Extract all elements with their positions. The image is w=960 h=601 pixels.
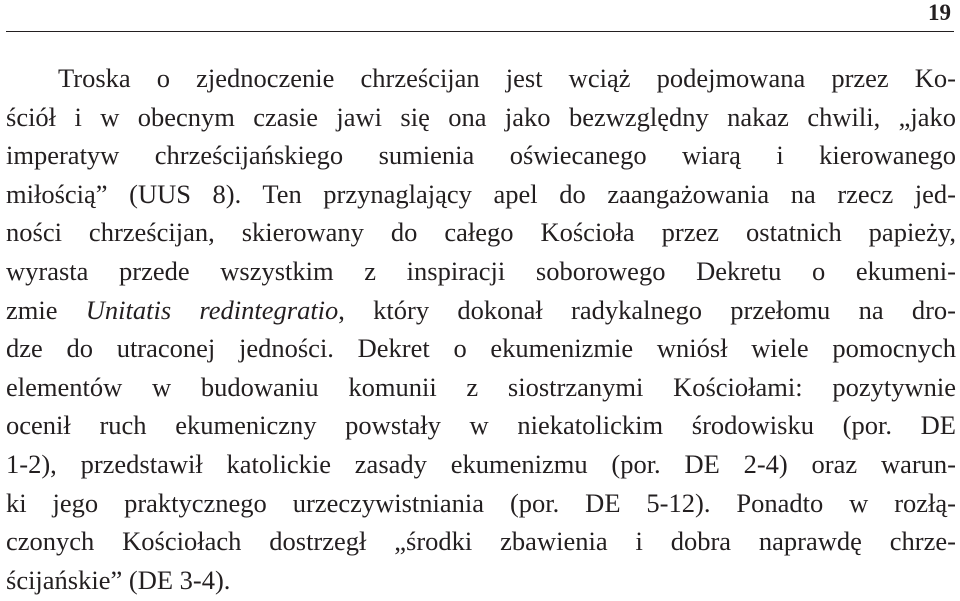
text-line: ności chrześcijan, skierowany do całego Kościoła przez ostatnich papieży, bbox=[6, 217, 956, 248]
text-fragment: zmie bbox=[6, 294, 86, 325]
header-rule bbox=[6, 31, 954, 32]
text-line: Troska o zjednoczenie chrześcijan jest wciąż podejmowana przez Ko- bbox=[58, 63, 956, 93]
text-line: ki jego praktycznego urzeczywistniania (por. DE 5-12). Ponadto w rozłą- bbox=[6, 487, 956, 518]
text-line: 1-2), przedstawił katolickie zasady ekumenizmu (por. DE 2-4) oraz warun- bbox=[6, 448, 956, 479]
text-line: czonych Kościołach dostrzegł „środki zbawienia i dobra naprawdę chrze- bbox=[6, 526, 956, 557]
text-line: elementów w budowaniu komunii z siostrzanymi Kościołami: pozytywnie bbox=[6, 371, 956, 402]
text-fragment: , który dokonał radykalnego przełomu na dro- bbox=[338, 294, 956, 325]
text-line: miłością” (UUS 8). Ten przynaglający apel do zaangażowania na rzecz jed- bbox=[6, 178, 956, 209]
text-line: wyrasta przede wszystkim z inspiracji soborowego Dekretu o ekumeni- bbox=[6, 255, 956, 286]
body-paragraph bbox=[6, 59, 956, 599]
document-title-italic: Unitatis redintegratio bbox=[85, 294, 339, 325]
text-line: ściół i w obecnym czasie jawi się ona jako bezwzględny nakaz chwili, „jako bbox=[6, 101, 956, 132]
text-line: dze do utraconej jedności. Dekret o ekumenizmie wniósł wiele pomocnych bbox=[6, 333, 956, 364]
text-line: imperatyw chrześcijańskiego sumienia oświecanego wiarą i kierowanego bbox=[6, 140, 956, 171]
text-line: ścijańskie” (DE 3-4). bbox=[6, 564, 231, 595]
page-number: 19 bbox=[928, 0, 951, 25]
text-line: ocenił ruch ekumeniczny powstały w niekatolickim środowisku (por. DE bbox=[6, 410, 956, 441]
text-line-with-title bbox=[6, 291, 956, 330]
